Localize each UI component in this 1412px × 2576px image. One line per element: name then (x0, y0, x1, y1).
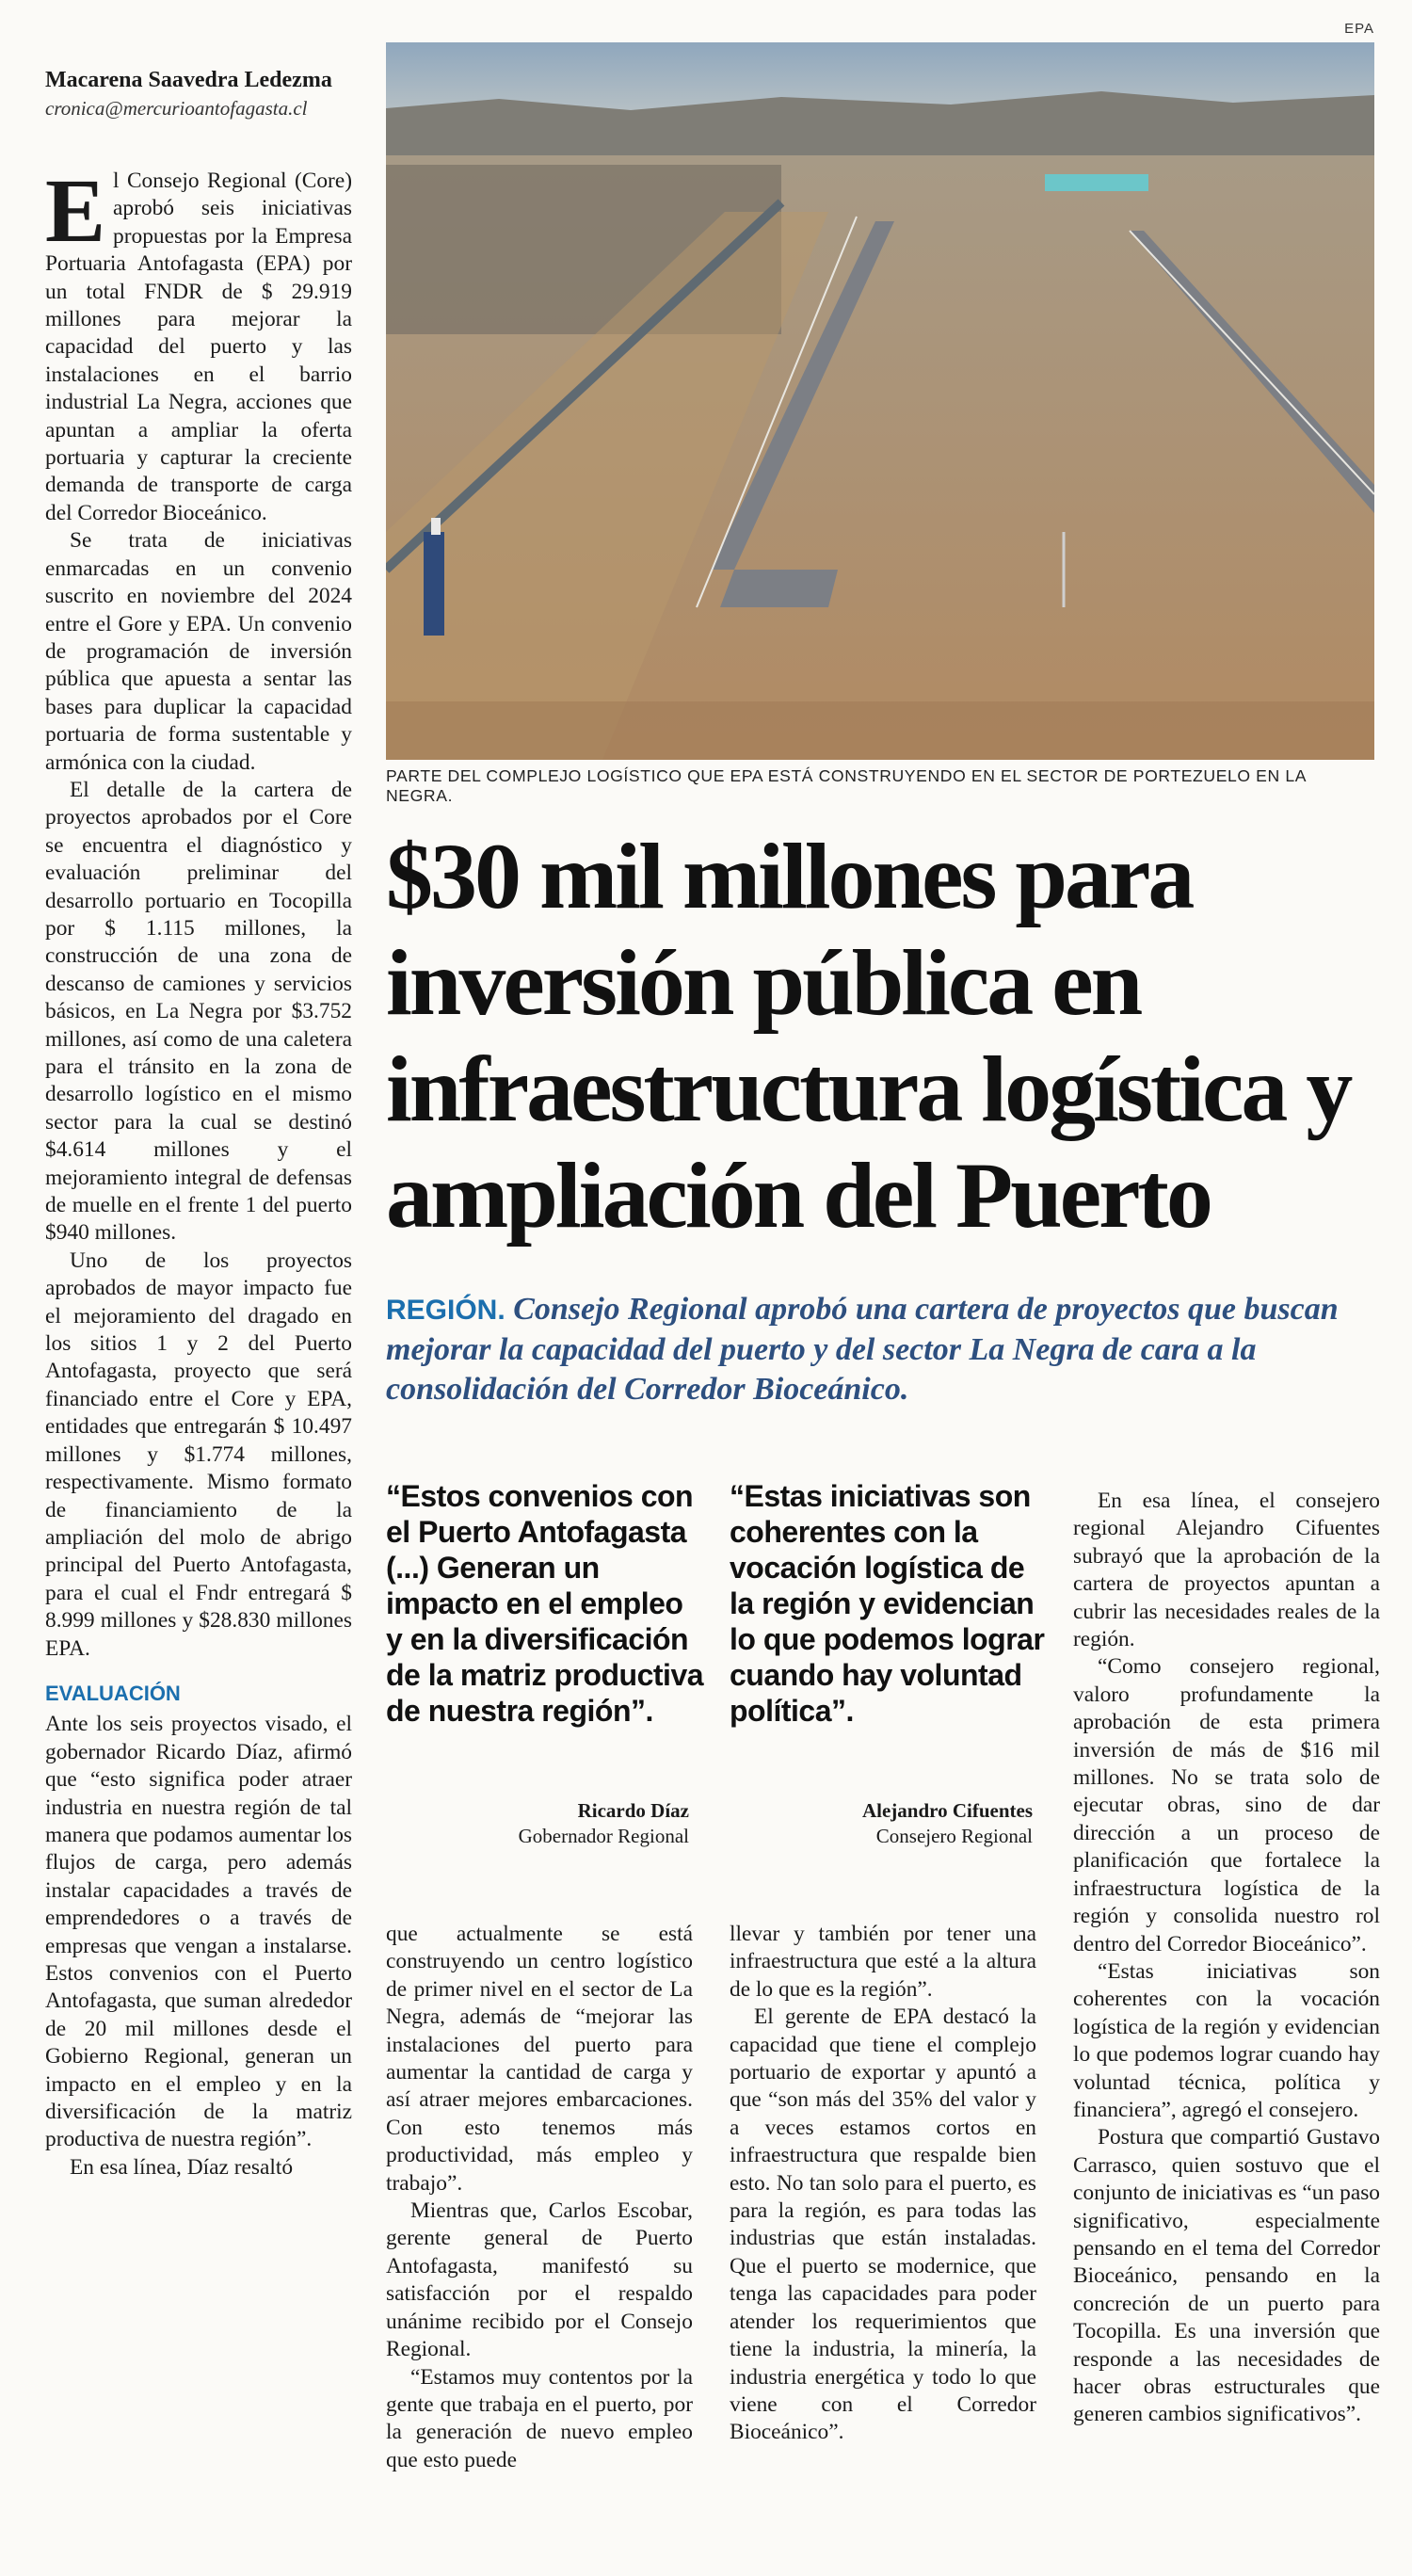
quote-attribution-2 (730, 1798, 1033, 1849)
lead-paragraph: El Consejo Regional (Core) aprobó seis iniciativas propuestas por la Empresa Portuaria Antofagasta (EPA) por un total FNDR de $ 29.919 millones para mejorar la capacidad del puerto y las instalaciones en el barrio industrial La Negra, acciones que apuntan a ampliar la oferta portuaria y capturar la creciente demanda de transporte de carga del Corredor Bioceánico. (45, 160, 352, 525)
author-email: cronica@mercurioantofagasta.cl (45, 97, 308, 120)
paragraph: “Como consejero regional, valoro profundamente la aprobación de esta primera inversión de más de $16 mil millones. No se trata solo de ejecutar obras, sino de dar dirección a un proceso de planificación que fortalece la infraestructura logística de la región y consolida nuestro rol dentro del Corredor Bioceánico”. (1073, 1654, 1380, 1956)
paragraph: que actualmente se está construyendo un centro logístico de primer nivel en el sector de La Negra, además de “mejorar las instalaciones del puerto para aumentar la cantidad de carga y así atraer mejores embarcaciones. Con esto tenemos más productividad, más empleo y trabajo”. (386, 1922, 693, 2196)
quote-attribution-1 (386, 1798, 689, 1849)
paragraph: Se trata de iniciativas enmarcadas en un convenio suscrito en noviembre del 2024 entre el Gore y EPA. Un convenio de programación de inversión pública que apuesta a sentar las bases para duplicar la capacidad portuaria de forma sustentable y armónica con la ciudad. (45, 528, 352, 775)
quote-author-2: Alejandro Cifuentes (861, 1799, 1033, 1822)
paragraph: Ante los seis proyectos visado, el gobernador Ricardo Díaz, afirmó que “esto significa poder atraer industria en nuestra región de tal manera que podamos aumentar los flujos de carga, pero además instalar capacidades a través de emprendedores o a través de empresas que vengan a instalarse. Estos convenios con el Puerto Antofagasta, que suman alrededor de 20 mil millones desde el Gobierno Regional, generan un impacto en el empleo y en la diversificación de la matriz productiva de nuestra región”. (45, 1712, 352, 2152)
paragraph: Postura que compartió Gustavo Carrasco, quien sostuvo que el conjunto de iniciativas es “un paso significativo, especialmente pensando en el tema del Corredor Bioceánico, pensando en la concreción de un puerto para Tocopilla. Es una inversión que responde a las necesidades de hacer obras estructurales que generen cambios significativos”. (1073, 2125, 1380, 2427)
article-column-4 (1073, 1488, 1380, 2429)
paragraph: En esa línea, el consejero regional Alejandro Cifuentes subrayó que la aprobación de la cartera de proyectos apuntan a cubrir las necesidades reales de la región. (1073, 1489, 1380, 1652)
pull-quote-1: “Estos convenios con el Puerto Antofagasta (...) Generan un impacto en el empleo y en la diversificación de la matriz productiva de nuestra región”. (386, 1479, 704, 1728)
quote-author-1: Ricardo Díaz (577, 1799, 689, 1822)
paragraph: El gerente de EPA destacó la capacidad que tiene el complejo portuario de exportar y apuntó a que “son más del 35% del valor y a veces estamos cortos en infraestructura que respalde bien esto. No tan solo para el puerto, es para la región, es para todas las industrias que están instaladas. Que el puerto se modernice, que tenga las capacidades para poder atender los requerimientos que tiene la industria, la minería, la industria energética y todo lo que viene con el Corredor Bioceánico”. (730, 2004, 1036, 2445)
paragraph: “Estamos muy contentos por la gente que trabaja en el puerto, por la generación de nuevo empleo que esto puede (386, 2364, 693, 2472)
deck-text: Consejo Regional aprobó una cartera de proyectos que buscan mejorar la capacidad del puerto y del sector La Negra de cara a la consolidación del Corredor Bioceánico. (386, 1292, 1339, 1407)
pull-quote-2: “Estas iniciativas son coherentes con la vocación logística de la región y evidencian lo que podemos lograr cuando hay voluntad política”. (730, 1479, 1045, 1728)
author-name: Macarena Saavedra Ledezma (45, 68, 332, 92)
quote-role-2: Consejero Regional (875, 1825, 1033, 1847)
paragraph: En esa línea, Díaz resaltó (70, 2154, 294, 2180)
aerial-photo (386, 42, 1374, 760)
deck-kicker: REGIÓN. (386, 1295, 505, 1326)
subhead-evaluacion: EVALUACIÓN (45, 1681, 181, 1705)
section-tag: EPA (1344, 21, 1374, 37)
aerial-photo-illustration (386, 42, 1374, 760)
headline: $30 mil millones para inversión pública en infraestructura logística y ampliación del Puerto (386, 824, 1351, 1248)
photo-caption: PARTE DEL COMPLEJO LOGÍSTICO QUE EPA ESTÁ CONSTRUYENDO EN EL SECTOR DE PORTEZUELO EN LA NEGRA. (386, 766, 1307, 805)
article-column-3 (730, 1921, 1036, 2447)
paragraph: Uno de los proyectos aprobados de mayor impacto fue el mejoramiento del dragado en los sitios 1 y 2 del Puerto Antofagasta, proyecto que será financiado entre el Core y EPA, entidades que entregarán $ 10.497 millones y $1.774 millones, respectivamente. Mismo formato de financiamiento de la ampliación del molo de abrigo principal del Puerto Antofagasta, para el cual el Fndr entregará $ 8.999 millones y $28.830 millones EPA. (45, 1248, 352, 1661)
paragraph: El detalle de la cartera de proyectos aprobados por el Core se encuentra el diagnóstico y evaluación preliminar del desarrollo portuario en Tocopilla por $ 1.115 millones, la construcción de una zona de descanso de camiones y servicios básicos, en La Negra por $3.752 millones, así como de una caletera para el tránsito en la zona de desarrollo logístico en el mismo sector para la cual se destinó $4.614 millones y el mejoramiento integral de defensas de muelle en el frente 1 del puerto $940 millones. (45, 777, 352, 1246)
paragraph: llevar y también por tener una infraestructura que esté a la altura de lo que es la región”. (730, 1922, 1036, 2002)
deck (386, 1290, 1384, 1409)
paragraph: Mientras que, Carlos Escobar, gerente general de Puerto Antofagasta, manifestó su satisfacción por el respaldo unánime recibido por el Consejo Regional. (386, 2198, 693, 2362)
article-column-2 (386, 1921, 693, 2474)
quote-role-1: Gobernador Regional (518, 1825, 689, 1847)
paragraph: “Estas iniciativas son coherentes con la vocación logística de la región y evidencian lo que podemos lograr cuando hay voluntad técnica, política y financiera”, agregó el consejero. (1073, 1958, 1380, 2122)
article-column-1 (45, 160, 352, 2182)
drop-cap: E (45, 160, 106, 261)
byline (45, 68, 365, 121)
